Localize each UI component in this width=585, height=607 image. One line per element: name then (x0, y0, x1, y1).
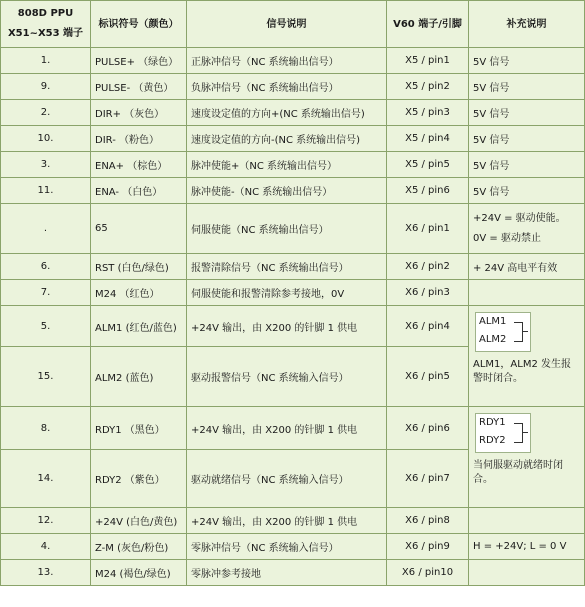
alm-note-text: ALM1，ALM2 发生报警时闭合。 (473, 359, 571, 384)
note-cell: 5V 信号 (469, 178, 585, 204)
v60-cell: X6 / pin6 (387, 407, 469, 450)
desc-cell: 负脉冲信号（NC 系统输出信号） (187, 74, 387, 100)
table-row (1, 126, 585, 152)
contact-stub (522, 331, 528, 332)
v60-cell: X6 / pin5 (387, 347, 469, 407)
v60-cell: X5 / pin2 (387, 74, 469, 100)
desc-cell: +24V 输出，由 X200 的针脚 1 供电 (187, 508, 387, 534)
pin-cell: 1. (1, 48, 91, 74)
note-cell: 5V 信号 (469, 74, 585, 100)
note-cell (469, 204, 585, 254)
sig-cell: PULSE- （黄色） (91, 74, 187, 100)
note-cell (469, 280, 585, 306)
header-v60: V60 端子/引脚 (387, 1, 469, 48)
v60-cell: X6 / pin1 (387, 204, 469, 254)
pin-cell: 15. (1, 347, 91, 407)
table-row (1, 534, 585, 560)
note-line: +24V = 驱动使能。 (473, 212, 566, 224)
note-cell: H = +24V; L = 0 V (469, 534, 585, 560)
note-line: 0V = 驱动禁止 (473, 232, 541, 244)
table-row (1, 254, 585, 280)
rdy-note-text: 当伺服驱动就绪时闭合。 (473, 460, 563, 485)
v60-cell: X5 / pin1 (387, 48, 469, 74)
header-desc: 信号说明 (187, 1, 387, 48)
sig-cell: PULSE+ （绿色） (91, 48, 187, 74)
note-cell (469, 508, 585, 534)
table-row (1, 100, 585, 126)
pin-cell: 12. (1, 508, 91, 534)
pin-cell: 2. (1, 100, 91, 126)
sig-cell: DIR- （粉色） (91, 126, 187, 152)
table-row (1, 280, 585, 306)
desc-cell: 脉冲使能-（NC 系统输出信号） (187, 178, 387, 204)
pin-cell: 14. (1, 450, 91, 508)
contact-bracket (514, 423, 523, 443)
sig-cell: M24 (褐色/绿色) (91, 560, 187, 586)
v60-cell: X6 / pin2 (387, 254, 469, 280)
desc-cell: 正脉冲信号（NC 系统输出信号） (187, 48, 387, 74)
v60-cell: X5 / pin3 (387, 100, 469, 126)
note-cell (469, 560, 585, 586)
rdy-note-cell (469, 407, 585, 508)
pin-cell: . (1, 204, 91, 254)
header-sig: 标识符号（颜色） (91, 1, 187, 48)
header-note: 补充说明 (469, 1, 585, 48)
pin-cell: 8. (1, 407, 91, 450)
table-row (1, 74, 585, 100)
sig-cell: Z-M (灰色/粉色) (91, 534, 187, 560)
alm-contact-diagram (475, 312, 531, 352)
note-cell: 5V 信号 (469, 126, 585, 152)
v60-cell: X5 / pin5 (387, 152, 469, 178)
desc-cell: 报警清除信号（NC 系统输出信号） (187, 254, 387, 280)
pin-cell: 7. (1, 280, 91, 306)
sig-cell: DIR+ （灰色） (91, 100, 187, 126)
v60-cell: X5 / pin4 (387, 126, 469, 152)
desc-cell: 伺服使能（NC 系统输出信号） (187, 204, 387, 254)
contact-stub (522, 432, 528, 433)
table-row (1, 48, 585, 74)
pin-cell: 11. (1, 178, 91, 204)
header-pin (1, 1, 91, 48)
rdy-contact-diagram (475, 413, 531, 453)
sig-cell: ALM1 (红色/蓝色) (91, 306, 187, 347)
sig-cell: M24 （红色） (91, 280, 187, 306)
sig-cell: RST (白色/绿色) (91, 254, 187, 280)
v60-cell: X6 / pin10 (387, 560, 469, 586)
desc-cell: 速度设定值的方向-(NC 系统输出信号) (187, 126, 387, 152)
header-pin-line2: X51~X53 端子 (7, 28, 84, 39)
rdy2-label: RDY2 (479, 435, 506, 446)
desc-cell: 零脉冲参考接地 (187, 560, 387, 586)
alm-note-cell (469, 306, 585, 407)
v60-cell: X6 / pin7 (387, 450, 469, 508)
contact-bracket (514, 322, 523, 342)
pin-cell: 5. (1, 306, 91, 347)
v60-cell: X6 / pin9 (387, 534, 469, 560)
pin-cell: 10. (1, 126, 91, 152)
sig-cell: ALM2 (蓝色) (91, 347, 187, 407)
table-row (1, 204, 585, 254)
desc-cell: 零脉冲信号（NC 系统输入信号） (187, 534, 387, 560)
pin-cell: 9. (1, 74, 91, 100)
sig-cell: +24V (白色/黄色) (91, 508, 187, 534)
sig-cell: ENA+ （棕色） (91, 152, 187, 178)
table-row (1, 178, 585, 204)
v60-cell: X6 / pin4 (387, 306, 469, 347)
v60-cell: X5 / pin6 (387, 178, 469, 204)
pin-cell: 4. (1, 534, 91, 560)
note-cell: 5V 信号 (469, 48, 585, 74)
desc-cell: +24V 输出，由 X200 的针脚 1 供电 (187, 306, 387, 347)
v60-cell: X6 / pin3 (387, 280, 469, 306)
desc-cell: 伺服使能和报警清除参考接地，0V (187, 280, 387, 306)
table-row (1, 306, 585, 347)
pin-cell: 3. (1, 152, 91, 178)
header-row (1, 1, 585, 48)
pin-cell: 6. (1, 254, 91, 280)
table-row (1, 152, 585, 178)
note-cell: + 24V 高电平有效 (469, 254, 585, 280)
rdy1-label: RDY1 (479, 417, 506, 428)
table-row (1, 560, 585, 586)
v60-cell: X6 / pin8 (387, 508, 469, 534)
table-row (1, 508, 585, 534)
desc-cell: 驱动就绪信号（NC 系统输入信号） (187, 450, 387, 508)
note-cell: 5V 信号 (469, 100, 585, 126)
alm1-label: ALM1 (479, 316, 507, 327)
sig-cell: RDY2 （紫色） (91, 450, 187, 508)
table-row (1, 407, 585, 450)
desc-cell: 驱动报警信号（NC 系统输入信号） (187, 347, 387, 407)
sig-cell: 65 (91, 204, 187, 254)
note-cell: 5V 信号 (469, 152, 585, 178)
sig-cell: RDY1 （黑色） (91, 407, 187, 450)
sig-cell: ENA- （白色） (91, 178, 187, 204)
header-pin-line1: 808D PPU (17, 8, 74, 19)
desc-cell: +24V 输出，由 X200 的针脚 1 供电 (187, 407, 387, 450)
desc-cell: 脉冲使能+（NC 系统输出信号） (187, 152, 387, 178)
desc-cell: 速度设定值的方向+(NC 系统输出信号) (187, 100, 387, 126)
alm2-label: ALM2 (479, 334, 507, 345)
pin-cell: 13. (1, 560, 91, 586)
